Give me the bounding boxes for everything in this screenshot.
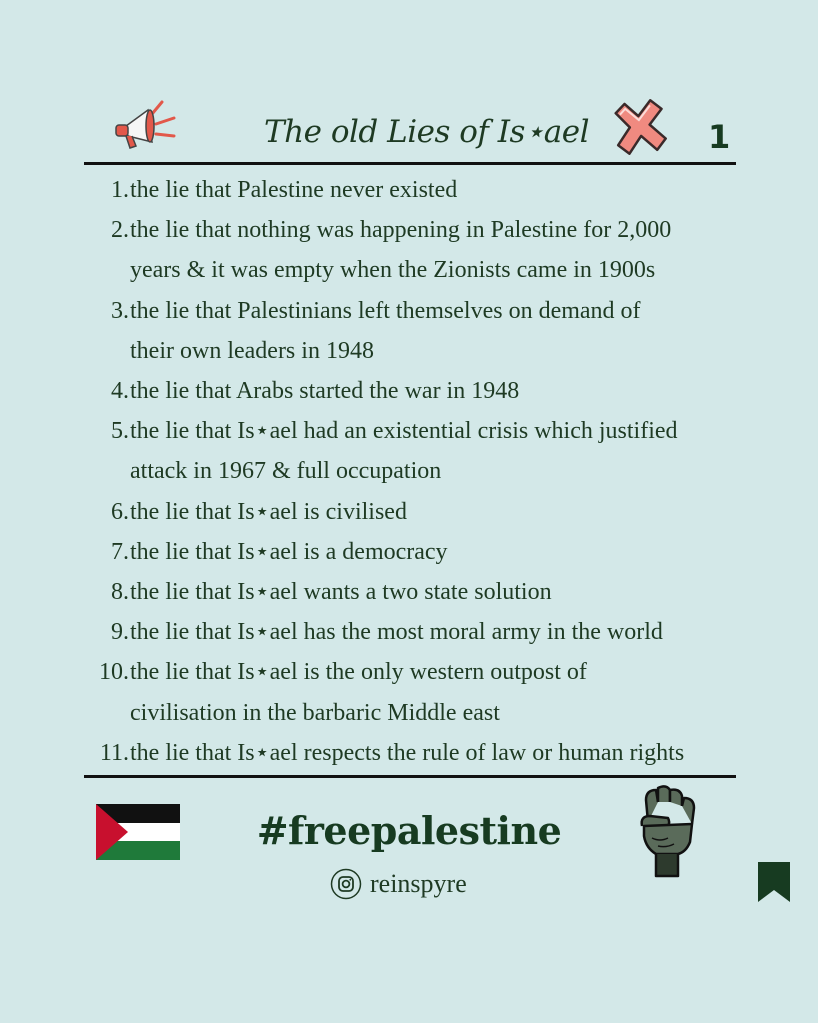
megaphone-icon xyxy=(112,96,184,156)
list-item: 9. the lie that Is⋆ael has the most moral army in the world xyxy=(111,619,663,646)
list-item: 4. the lie that Arabs started the war in 1948 xyxy=(111,378,520,405)
list-item: 11. the lie that Is⋆ael respects the rule of law or human rights xyxy=(99,739,685,766)
lies-list xyxy=(92,170,752,773)
raised-fist-icon xyxy=(628,782,704,878)
handle-text: reinspyre xyxy=(370,869,467,898)
list-item: 10. the lie that Is⋆ael is the only western outpost of xyxy=(99,659,587,686)
list-item: 5. the lie that Is⋆ael had an existential crisis which justified xyxy=(111,418,678,445)
x-mark-icon xyxy=(608,96,672,160)
page-number: 1 xyxy=(708,118,731,156)
list-item-continuation: their own leaders in 1948 xyxy=(130,337,374,364)
list-item-continuation: civilisation in the barbaric Middle east xyxy=(130,699,500,726)
hashtag: #freepalestine xyxy=(256,808,562,853)
footer xyxy=(0,790,818,920)
instagram-icon xyxy=(330,868,362,900)
bottom-divider xyxy=(84,775,736,778)
top-divider xyxy=(84,162,736,165)
page-title: The old Lies of Is⋆ael xyxy=(264,114,590,150)
header xyxy=(0,90,818,162)
list-item: 2. the lie that nothing was happening in Palestine for 2,000 xyxy=(111,217,672,244)
list-item: 7. the lie that Is⋆ael is a democracy xyxy=(111,538,448,565)
list-item: 6. the lie that Is⋆ael is civilised xyxy=(111,498,407,525)
list-item: 8. the lie that Is⋆ael wants a two state solution xyxy=(111,579,552,606)
bookmark-icon[interactable] xyxy=(758,862,790,902)
social-handle[interactable] xyxy=(330,868,467,900)
list-item-continuation: years & it was empty when the Zionists came in 1900s xyxy=(130,257,656,284)
list-item-continuation: attack in 1967 & full occupation xyxy=(130,458,442,485)
list-item: 1. the lie that Palestine never existed xyxy=(111,177,458,203)
list-item: 3. the lie that Palestinians left themselves on demand of xyxy=(111,297,641,324)
